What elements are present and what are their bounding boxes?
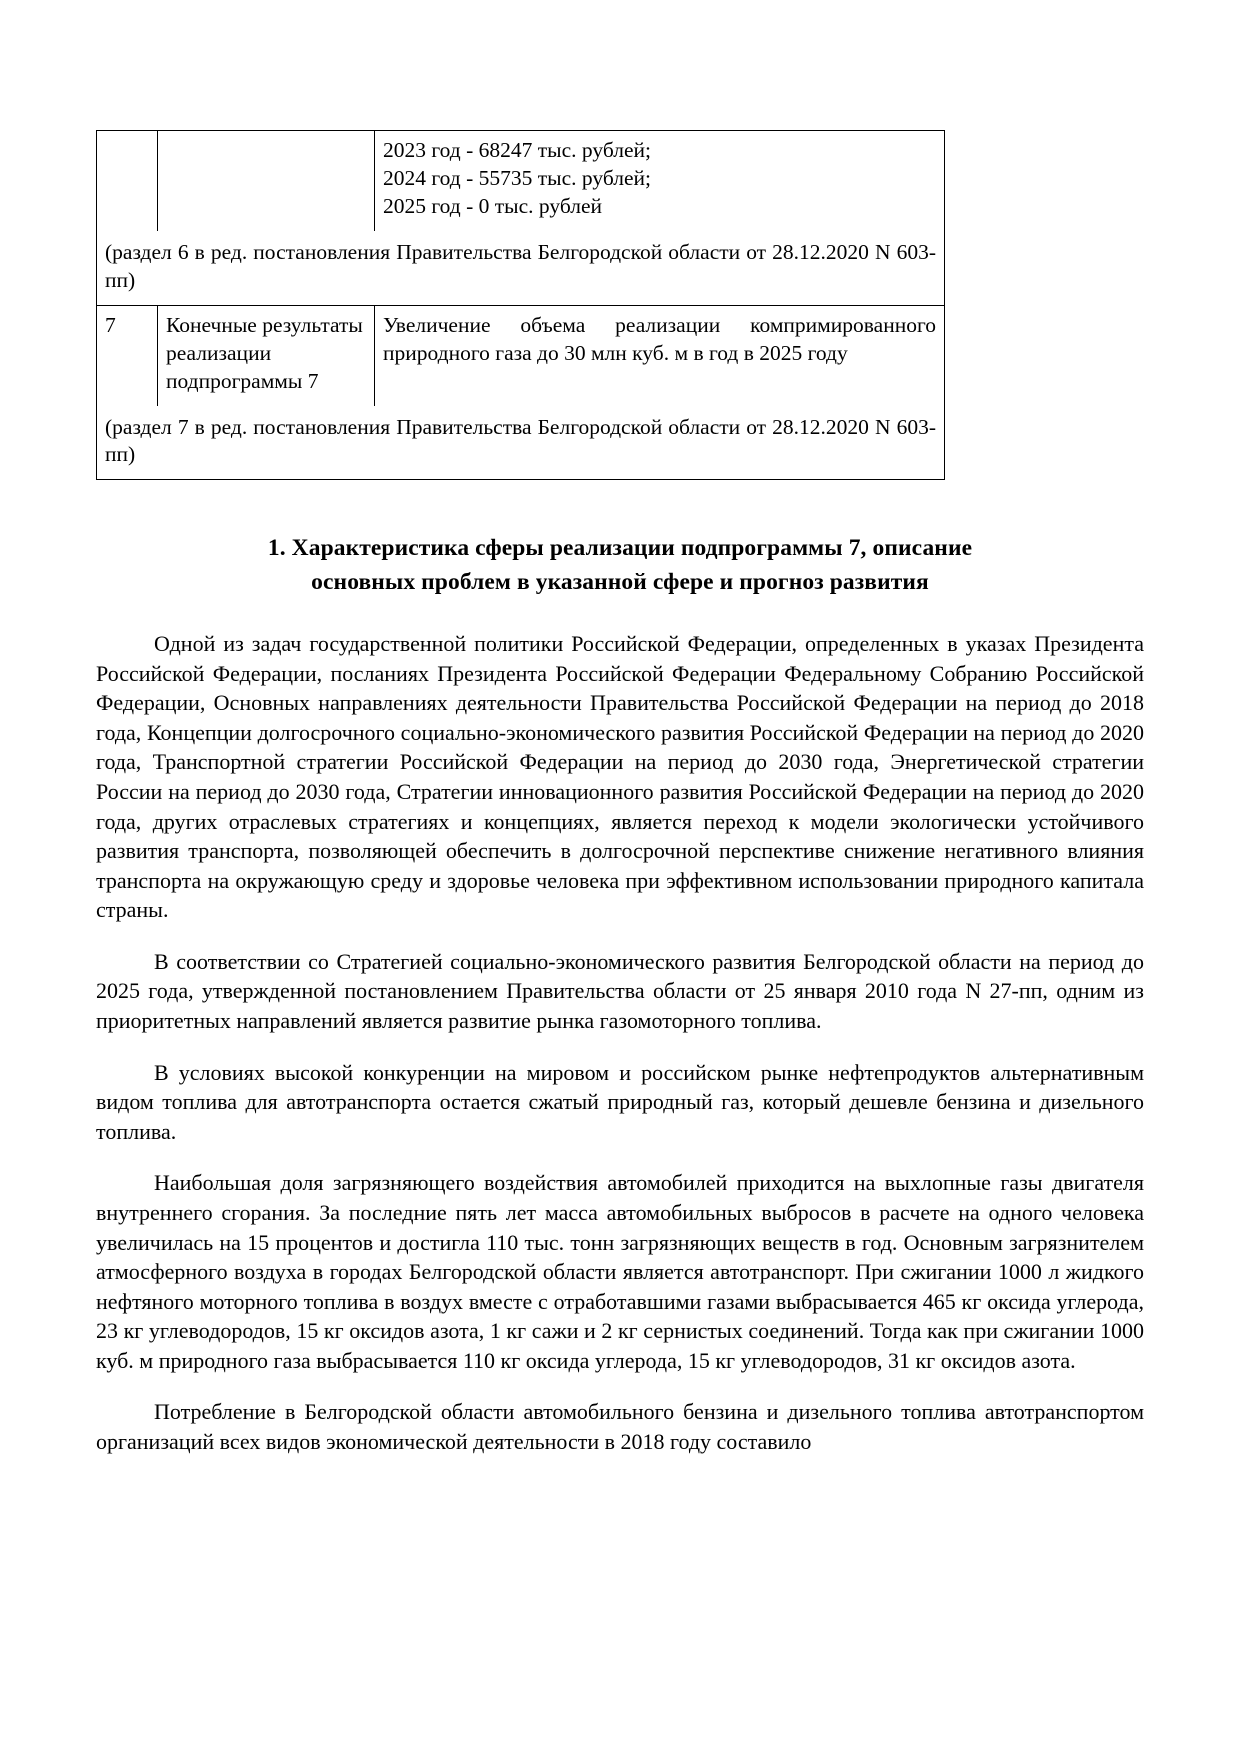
page-title [96,532,1144,599]
program-parameters-table [96,130,945,480]
funding-line-2025: 2025 год - 0 тыс. рублей [383,193,603,218]
table-row-7 [97,305,945,405]
row7-number-cell: 7 [97,305,158,405]
page-title-line-2: основных проблем в указанной сфере и прогноз развития [311,568,929,595]
row7-label-cell: Конечные результаты реализации подпрограммы 7 [158,305,375,405]
body-text [96,629,1144,1456]
funding-line-2024: 2024 год - 55735 тыс. рублей; [383,165,651,190]
row-value-cell [375,131,945,231]
paragraph-2: В соответствии со Стратегией социально-экономического развития Белгородской области на период до 2025 года, утвержденной постановлением Правительства области от 25 января 2010 года N 27-пп, одним из приоритетных направлений является развитие рынка газомоторного топлива. [96,948,1144,1034]
note-section-7: (раздел 7 в ред. постановления Правительства Белгородской области от 28.12.2020 N 603-пп) [105,414,936,467]
paragraph-3: В условиях высокой конкуренции на мировом и российском рынке нефтепродуктов альтернативным видом топлива для автотранспорта остается сжатый природный газ, который дешевле бензина и дизельного топлива. [96,1059,1144,1144]
row7-value-cell: Увеличение объема реализации компримированного природного газа до 30 млн куб. м в год в 2025 году [375,305,945,405]
row-label-cell [158,131,375,231]
page-title-line-1: 1. Характеристика сферы реализации подпрограммы 7, описание [267,535,973,562]
paragraph-5: Потребление в Белгородской области автомобильного бензина и дизельного топлива автотранспортом организаций всех видов экономической деятельности в 2018 году составило [96,1399,1144,1454]
note-section-6: (раздел 6 в ред. постановления Правительства Белгородской области от 28.12.2020 N 603-пп) [105,239,936,292]
table-row-note-6 [97,231,945,305]
paragraph-4: Наибольшая доля загрязняющего воздействия автомобилей приходится на выхлопные газы двигателя внутреннего сгорания. За последние пять лет масса автомобильных выбросов в расчете на одного человека увеличилась на 15 процентов и достигла 110 тыс. тонн загрязняющих веществ в год. Основным загрязнителем атмосферного воздуха в городах Белгородской области является автотранспорт. При сжигании 1000 л жидкого нефтяного моторного топлива в воздух вместе с отработавшими газами выбрасывается 465 кг оксида углерода, 23 кг углеводородов, 15 кг оксидов азота, 1 кг сажи и 2 кг сернистых соединений. Тогда как при сжигании 1000 куб. м природного газа выбрасывается 110 кг оксида углерода, 15 кг углеводородов, 31 кг оксидов азота. [96,1170,1144,1373]
paragraph-1: Одной из задач государственной политики Российской Федерации, определенных в указах Президента Российской Федерации, посланиях Президента Российской Федерации Федеральному Собранию Российской Федерации, Основных направлениях деятельности Правительства Российской Федерации на период до 2018 года, Концепции долгосрочного социально-экономического развития Российской Федерации на период до 2020 года, Транспортной стратегии Российской Федерации на период до 2030 года, Энергетической стратегии России на период до 2030 года, Стратегии инновационного развития Российской Федерации на период до 2020 года, других отраслевых стратегиях и концепциях, является переход к модели экологически устойчивого развития транспорта, позволяющей обеспечить в долгосрочной перспективе снижение негативного влияния транспорта на окружающую среду и здоровье человека при эффективном использовании природного капитала страны. [96,631,1144,923]
funding-line-2023: 2023 год - 68247 тыс. рублей; [383,138,651,162]
table-row-funding [97,131,945,231]
row-number-cell [97,131,158,231]
table-row-note-7 [97,406,945,480]
